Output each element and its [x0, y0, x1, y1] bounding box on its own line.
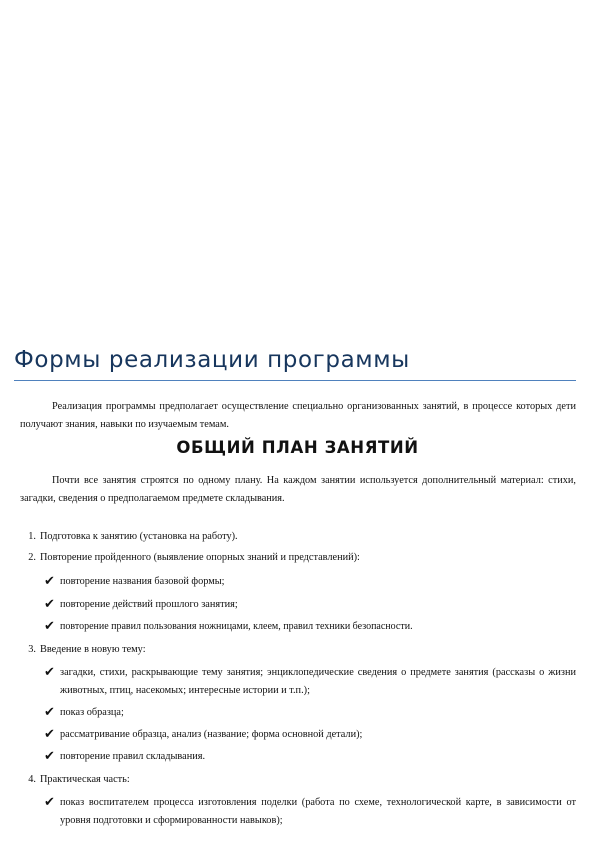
- section-title: Формы реализации программы: [14, 347, 410, 373]
- bullet-text: показ образца;: [60, 707, 124, 718]
- checkmark-icon: ✔: [44, 727, 55, 742]
- plan-heading: ОБЩИЙ ПЛАН ЗАНЯТИЙ: [176, 438, 419, 457]
- checkmark-icon: ✔: [44, 597, 55, 612]
- bullet-item: [0, 664, 595, 700]
- checkmark-icon: ✔: [44, 795, 55, 810]
- step-text: Практическая часть:: [40, 774, 130, 785]
- step-number: 4.: [28, 774, 36, 785]
- step-number: 2.: [28, 552, 36, 563]
- bullet-text: повторение действий прошлого занятия;: [60, 599, 238, 610]
- bullet-text: загадки, стихи, раскрывающие тему занятия; энциклопедические сведения о предмете занятия (рассказы о жизни животных, птиц, насекомых; интересные истории и т.п.);: [60, 667, 576, 696]
- bullet-item: [0, 704, 595, 722]
- intro-text: Реализация программы предполагает осуществление специально организованных занятий, в процессе которых дети получают знания, навыки по изучаемым темам.: [20, 401, 576, 430]
- checkmark-icon: ✔: [44, 749, 55, 764]
- step-number: 1.: [28, 531, 36, 542]
- plan-intro-text: Почти все занятия строятся по одному плану. На каждом занятии используется дополнительный материал: стихи, загадки, сведения о предполагаемом предмете складывания.: [20, 475, 576, 504]
- checkmark-icon: ✔: [44, 619, 55, 634]
- plan-intro-paragraph: [20, 472, 576, 508]
- title-underline: [14, 380, 576, 381]
- bullet-item: [0, 618, 595, 636]
- bullet-text: повторение названия базовой формы;: [60, 576, 225, 587]
- bullet-item: [0, 726, 595, 744]
- bullet-item: [0, 748, 595, 766]
- step-text: Повторение пройденного (выявление опорных знаний и представлений):: [40, 552, 360, 563]
- intro-paragraph: [20, 398, 576, 434]
- checkmark-icon: ✔: [44, 705, 55, 720]
- bullet-text: рассматривание образца, анализ (название; форма основной детали);: [60, 729, 363, 740]
- bullet-text: показ воспитателем процесса изготовления поделки (работа по схеме, технологической карте, в зависимости от уровня подготовки и сформированности навыков);: [60, 797, 576, 826]
- step-number: 3.: [28, 644, 36, 655]
- checkmark-icon: ✔: [44, 574, 55, 589]
- bullet-item: [0, 794, 595, 830]
- bullet-text: повторение правил пользования ножницами, клеем, правил техники безопасности.: [60, 621, 413, 632]
- bullet-item: [0, 596, 595, 614]
- step-text: Подготовка к занятию (установка на работу).: [40, 531, 238, 542]
- bullet-item: [0, 573, 595, 591]
- bullet-text: повторение правил складывания.: [60, 751, 206, 762]
- step-text: Введение в новую тему:: [40, 644, 146, 655]
- checkmark-icon: ✔: [44, 665, 55, 680]
